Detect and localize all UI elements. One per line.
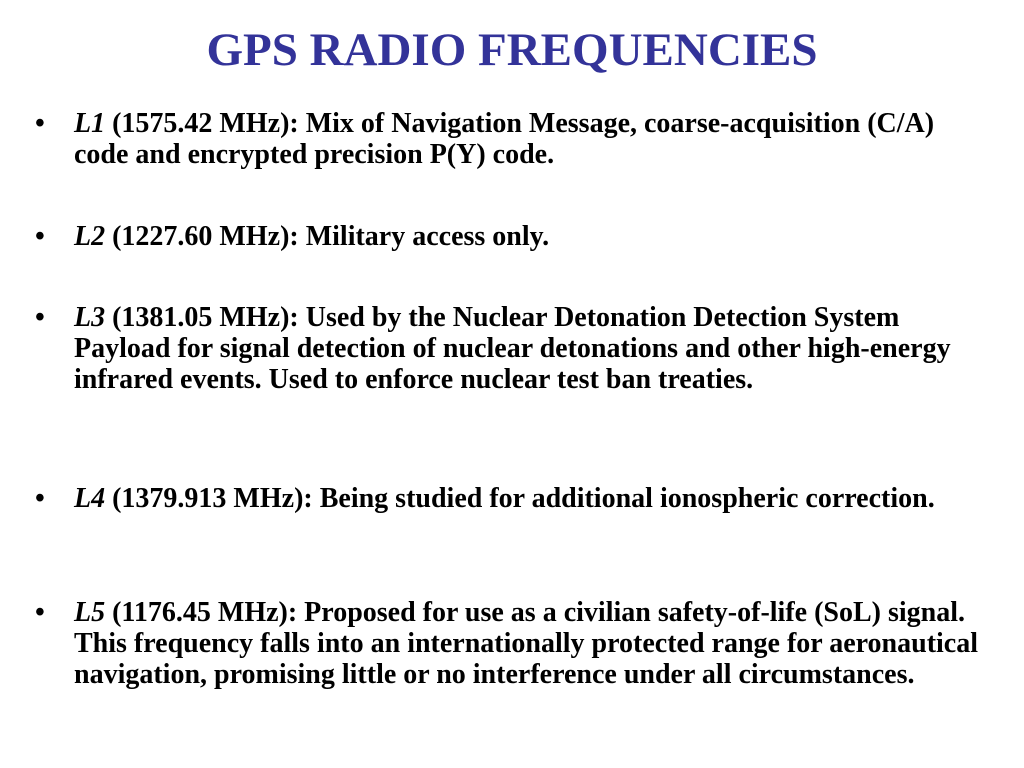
bullet-dot-icon: • xyxy=(35,221,45,252)
band-label: L4 xyxy=(74,483,106,514)
band-description: (1176.45 MHz): Proposed for use as a civilian safety-of-life (SoL) signal. This frequency falls into an internationally protected range for aeronautical navigation, promising little or no interference under all circumstances. xyxy=(74,597,979,690)
bullet-text xyxy=(74,108,994,170)
bullet-dot-icon: • xyxy=(35,597,45,628)
bullet-text xyxy=(74,483,994,514)
band-label: L1 xyxy=(74,108,106,139)
band-description: (1379.913 MHz): Being studied for additional ionospheric correction. xyxy=(105,483,935,514)
band-description: (1227.60 MHz): Military access only. xyxy=(105,221,550,252)
bullet-dot-icon: • xyxy=(35,483,45,514)
band-label: L3 xyxy=(74,302,106,333)
bullet-item-l1 xyxy=(28,108,994,170)
bullet-text xyxy=(74,597,994,690)
bullet-item-l2 xyxy=(28,221,994,252)
band-label: L2 xyxy=(74,221,106,252)
bullet-item-l3 xyxy=(28,302,994,395)
bullet-text xyxy=(74,302,994,395)
band-label: L5 xyxy=(74,597,106,628)
bullet-dot-icon: • xyxy=(35,108,45,139)
bullet-text xyxy=(74,221,994,252)
band-description: (1575.42 MHz): Mix of Navigation Message, coarse-acquisition (C/A) code and encrypted precision P(Y) code. xyxy=(74,108,935,170)
band-description: (1381.05 MHz): Used by the Nuclear Detonation Detection System Payload for signal detection of nuclear detonations and other high-energy infrared events. Used to enforce nuclear test ban treaties. xyxy=(74,302,951,395)
slide-title: GPS RADIO FREQUENCIES xyxy=(206,24,818,76)
bullet-item-l4 xyxy=(28,483,994,514)
bullet-item-l5 xyxy=(28,597,994,690)
bullet-dot-icon: • xyxy=(35,302,45,333)
